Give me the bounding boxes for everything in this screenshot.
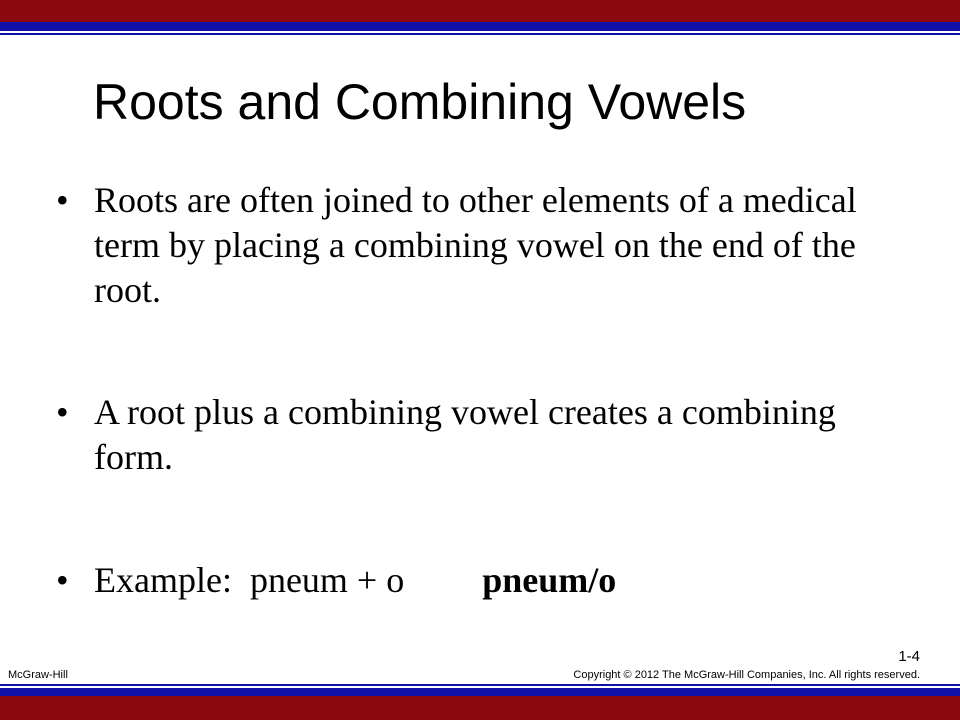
bottom-blue-band xyxy=(0,688,960,696)
footer-copyright: Copyright © 2012 The McGraw-Hill Companies, Inc. All rights reserved. xyxy=(573,669,920,681)
bullet-list xyxy=(56,178,896,603)
top-blue-band xyxy=(0,22,960,31)
top-blue-rule xyxy=(0,33,960,35)
bullet-text: Roots are often joined to other elements of a medical term by placing a combining vowel on the end of the root. xyxy=(94,180,857,310)
bullet-item-example xyxy=(56,558,896,603)
footer-publisher: McGraw-Hill xyxy=(8,669,68,681)
example-lead: Example: pneum + o xyxy=(94,560,405,600)
bottom-red-band xyxy=(0,696,960,720)
bullet-text: A root plus a combining vowel creates a combining form. xyxy=(94,392,836,477)
bullet-item xyxy=(56,390,896,480)
bottom-blue-rule xyxy=(0,684,960,686)
page-number: 1-4 xyxy=(898,648,920,665)
bullet-marker: • xyxy=(56,180,69,220)
slide-title: Roots and Combining Vowels xyxy=(93,74,747,130)
example-result: pneum/o xyxy=(482,560,617,600)
bullet-marker: • xyxy=(56,392,69,432)
bullet-item xyxy=(56,178,896,313)
top-red-band xyxy=(0,0,960,22)
bullet-marker: • xyxy=(56,560,69,600)
